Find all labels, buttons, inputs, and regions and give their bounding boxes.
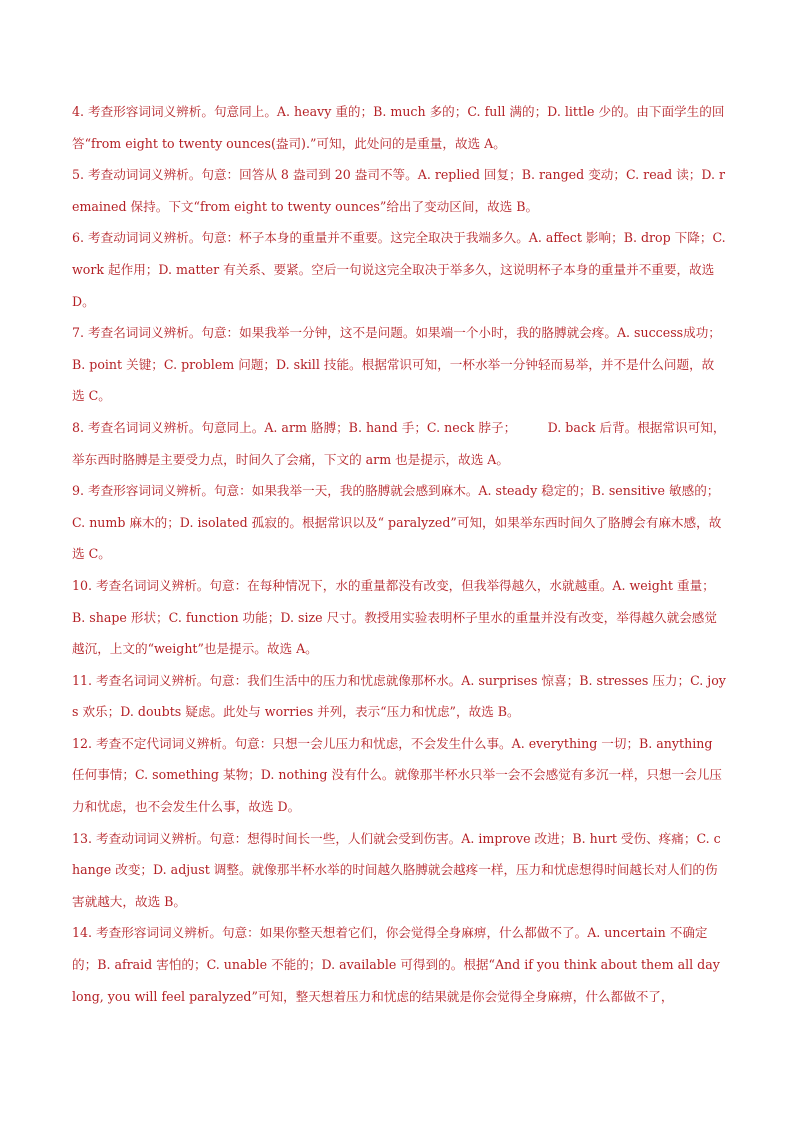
explanation-11: 11. 考查名词词义辨析。句意：我们生活中的压力和忧虑就像那杯水。A. surprises 惊喜；B. stresses 压力；C. joys 欢乐；D. doubts 疑虑。此处与 worries 并列，表示“压力和忧虑”，故选 B。 bbox=[72, 672, 726, 720]
explanation-10: 10. 考查名词词义辨析。句意：在每种情况下，水的重量都没有改变，但我举得越久，水就越重。A. weight 重量；B. shape 形状；C. function 功能；D. size 尺寸。教授用实验表明杯子里水的重量并没有改变，举得越久就会感觉越沉，上文的“weight”也是提示。故选 A。 bbox=[72, 577, 717, 657]
answer-explanations bbox=[72, 96, 726, 1012]
explanation-6: 6. 考查动词词义辨析。句意：杯子本身的重量并不重要。这完全取决于我端多久。A. affect 影响；B. drop 下降；C. work 起作用；D. matter 有关系、要紧。空后一句说这完全取决于举多久，这说明杯子本身的重量并不重要，故选 D。 bbox=[72, 230, 726, 309]
explanation-12: 12. 考查不定代词词义辨析。句意：只想一会儿压力和忧虑，不会发生什么事。A. everything 一切；B. anything 任何事情；C. something 某物；D. nothing 没有什么。就像那半杯水只举一会不会感觉有多沉一样，只想一会儿压力和忧虑，也不会发生什么事，故选 D。 bbox=[72, 735, 722, 815]
explanation-8: 8. 考查名词词义辨析。句意同上。A. arm 胳膊；B. hand 手；C. neck 脖子； D. back 后背。根据常识可知，举东西时胳膊是主要受力点，时间久了会痛，下文的 arm 也是提示，故选 A。 bbox=[72, 419, 726, 467]
explanation-7: 7. 考查名词词义辨析。句意：如果我举一分钟，这不是问题。如果端一个小时，我的胳膊就会疼。A. success成功；B. point 关键；C. problem 问题；D. skill 技能。根据常识可知，一杯水举一分钟轻而易举，并不是什么问题，故选 C。 bbox=[72, 325, 721, 404]
explanation-4: 4. 考查形容词词义辨析。句意同上。A. heavy 重的；B. much 多的；C. full 满的；D. little 少的。由下面学生的回答“from eight to twenty ounces(盎司).”可知，此处问的是重量，故选 A。 bbox=[72, 104, 725, 151]
explanation-14: 14. 考查形容词词义辨析。句意：如果你整天想着它们，你会觉得全身麻痹，什么都做不了。A. uncertain 不确定的；B. afraid 害怕的；C. unable 不能的；D. available 可得到的。根据“And if you think about them all day long, you will feel paralyzed”可知，整天想着压力和忧虑的结果就是你会觉得全身麻痹，什么都做不了， bbox=[72, 925, 720, 1004]
explanation-13: 13. 考查动词词义辨析。句意：想得时间长一些，人们就会受到伤害。A. improve 改进；B. hurt 受伤、疼痛；C. change 改变；D. adjust 调整。就像那半杯水举的时间越久胳膊就会越疼一样，压力和忧虑想得时间越长对人们的伤害就越大，故选 B。 bbox=[72, 830, 721, 909]
explanation-9: 9. 考查形容词词义辨析。句意：如果我举一天，我的胳膊就会感到麻木。A. steady 稳定的；B. sensitive 敏感的；C. numb 麻木的；D. isolated 孤寂的。根据常识以及“ paralyzed”可知，如果举东西时间久了胳膊会有麻木感，故选 C。 bbox=[72, 483, 722, 562]
explanation-5: 5. 考查动词词义辨析。句意：回答从 8 盎司到 20 盎司不等。A. replied 回复；B. ranged 变动；C. read 读；D. remained 保持。下文“from eight to twenty ounces”给出了变动区间，故选 B。 bbox=[72, 167, 726, 214]
